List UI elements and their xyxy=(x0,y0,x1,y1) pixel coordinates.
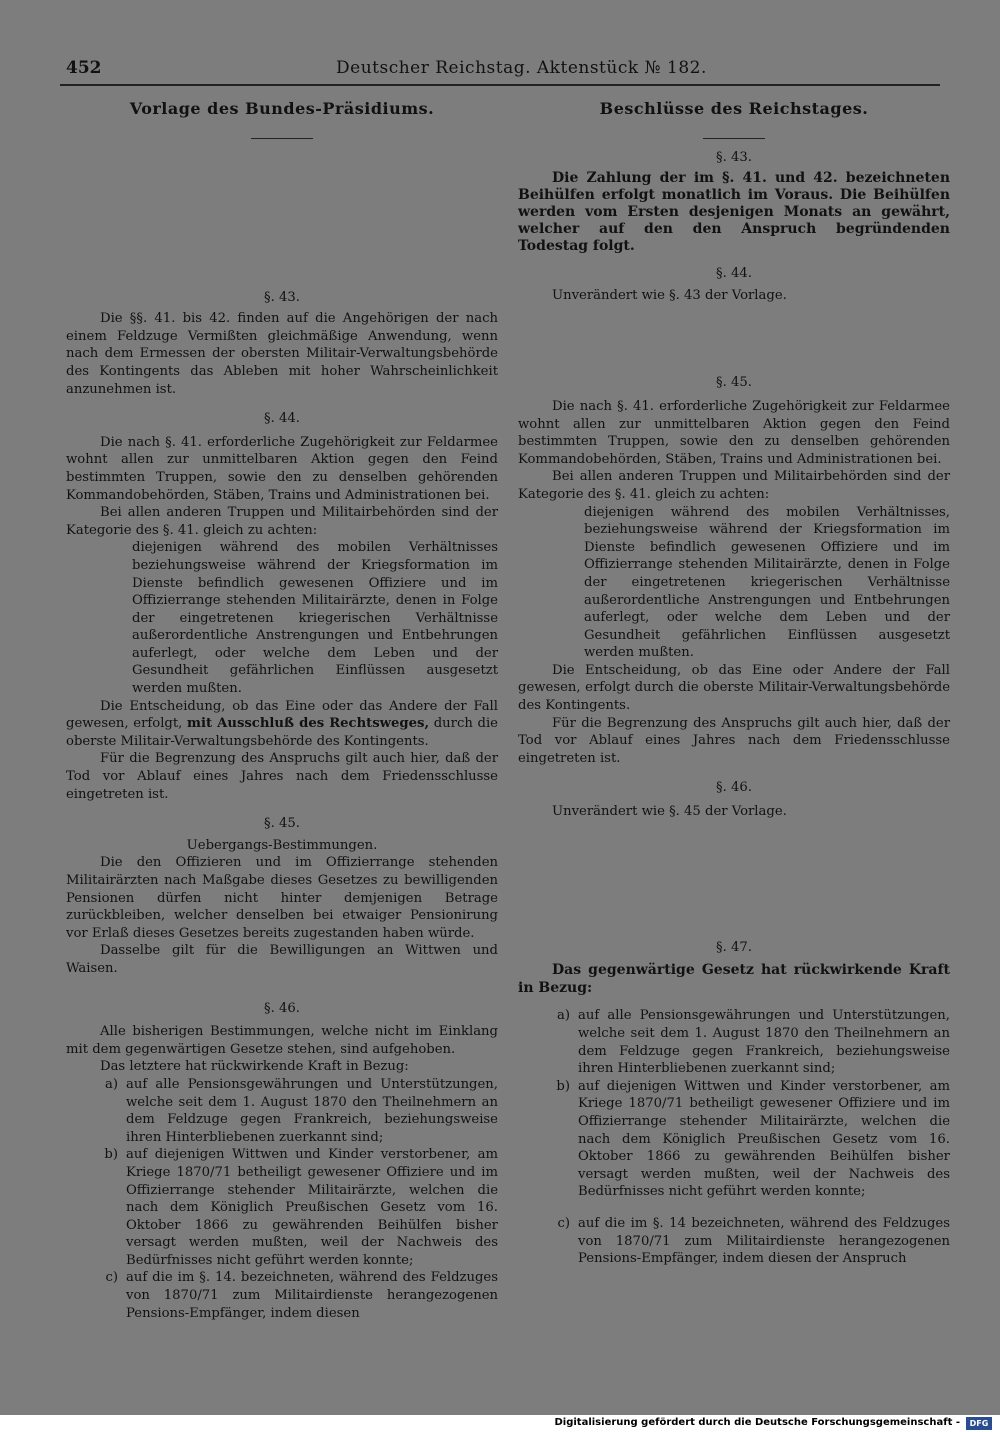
section-label: §. 46. xyxy=(716,780,752,796)
header-rule xyxy=(60,84,940,86)
paragraph: Alle bisherigen Bestimmungen, welche nicht im Einklang mit dem gegenwärtigen Gesetze stehen, sind aufgehoben. xyxy=(66,1024,498,1057)
list-marker: b) xyxy=(104,1147,118,1163)
paragraph: Das gegenwärtige Gesetz hat rückwirkende Kraft in Bezug: xyxy=(518,962,950,996)
section-subtitle: Uebergangs-Bestimmungen. xyxy=(186,837,378,853)
page-number: 452 xyxy=(66,58,102,78)
list-marker: c) xyxy=(105,1270,118,1286)
section-label: §. 44. xyxy=(264,411,300,427)
left-column xyxy=(66,100,498,1322)
paragraph: Die Entscheidung, ob das Eine oder Andere der Fall gewesen, erfolgt durch die oberste Militair-Verwaltungsbehörde des Kontingents. xyxy=(518,662,950,714)
paragraph: Für die Begrenzung des Anspruchs gilt auch hier, daß der Tod vor Ablauf eines Jahres nach dem Friedensschlusse eingetreten ist. xyxy=(518,715,950,766)
right-column-heading: Beschlüsse des Reichstages. xyxy=(599,99,869,118)
section-label: §. 43. xyxy=(716,149,752,165)
paragraph: Bei allen anderen Truppen und Militairbehörden sind der Kategorie des §. 41. gleich zu achten: xyxy=(518,469,950,502)
list-item xyxy=(518,1078,950,1201)
page-header xyxy=(66,58,936,84)
list-item xyxy=(66,1269,498,1322)
section-label: §. 45. xyxy=(716,375,752,391)
section-label: §. 44. xyxy=(716,266,752,282)
paragraph: diejenigen während des mobilen Verhältnisses, beziehungsweise während der Kriegsformation im Dienste befindlich gewesenen Offiziere und im Offizierrange stehenden Militairärzte, denen in Folge der eingetretenen kriegerischen Verhältnisse außerordentliche Anstrengungen und Entbehrungen auferlegt, oder welche dem Leben und der Gesundheit gefährlichen Einflüssen ausgesetzt werden mußten. xyxy=(584,504,950,661)
list-marker: c) xyxy=(557,1215,570,1231)
paragraph: Für die Begrenzung des Anspruchs gilt auch hier, daß der Tod vor Ablauf eines Jahres nach dem Friedensschlusse eingetreten ist. xyxy=(66,751,498,802)
list-marker: a) xyxy=(556,1008,570,1024)
digitization-footer xyxy=(0,1415,1000,1432)
footer-credit: Digitalisierung gefördert durch die Deutsche Forschungsgemeinschaft - xyxy=(554,1417,960,1428)
paragraph xyxy=(66,698,498,751)
paragraph: Dasselbe gilt für die Bewilligungen an Wittwen und Waisen. xyxy=(66,943,498,976)
right-column xyxy=(518,100,950,1268)
list-item-text: auf alle Pensionsgewährungen und Unterstützungen, welche seit dem 1. August 1870 den Theilnehmern an dem Feldzuge gegen Frankreich, beziehungsweise ihren Hinterbliebenen zuerkannt sind; xyxy=(578,1008,950,1077)
paragraph: diejenigen während des mobilen Verhältnisses beziehungsweise während der Kriegsformation im Dienste befindlich gewesenen Offiziere und im Offizierrange stehenden Militairärzte, denen in Folge der eingetretenen kriegerischen Verhältnisse außerordentliche Anstrengungen und Entbehrungen auferlegt, oder welche dem Leben und der Gesundheit gefährlichen Einflüssen ausgesetzt werden mußten. xyxy=(132,540,498,697)
list-item xyxy=(518,1007,950,1077)
section-label: §. 45. xyxy=(264,816,300,832)
paragraph: Die den Offizieren und im Offizierrange stehenden Militairärzten nach Maßgabe dieses Gesetzes zu bewilligenden Pensionen dürfen nicht hinter demjenigen Betrage zurückbleiben, welcher denselben bei etwaiger Pensionirung vor Erlaß dieses Gesetzes bereits zugestanden haben würde. xyxy=(66,855,498,941)
list-item xyxy=(518,1215,950,1268)
text-run: Die Entscheidung, ob das Eine oder das Andere der Fall gewesen, erfolgt, xyxy=(66,698,498,732)
paragraph: Die nach §. 41. erforderliche Zugehörigkeit zur Feldarmee wohnt allen zur unmittelbaren Aktion gegen den Feind bestimmten Truppen, sowie den zu denselben gehörenden Kommandobehörden, Stäben, Trains und Administrationen bei. xyxy=(66,434,498,503)
page-running-title: Deutscher Reichstag. Aktenstück № 182. xyxy=(336,58,707,78)
paragraph: Bei allen anderen Truppen und Militairbehörden sind der Kategorie des §. 41. gleich zu achten: xyxy=(66,505,498,538)
list-item-text: auf die im §. 14 bezeichneten, während des Feldzuges von 1870/71 zum Militairdienste herangezogenen Pensions-Empfänger, indem diesen der Anspruch xyxy=(578,1215,950,1267)
paragraph: Die §§. 41. bis 42. finden auf die Angehörigen der nach einem Feldzuge Vermißten gleichmäßige Anwendung, wenn nach dem Ermessen der obersten Militair-Verwaltungsbehörde des Kontingents das Ableben mit hoher Wahrscheinlichkeit anzunehmen ist. xyxy=(66,311,498,397)
paragraph: Unverändert wie §. 45 der Vorlage. xyxy=(552,804,787,820)
list-item-text: auf diejenigen Wittwen und Kinder verstorbener, am Kriege 1870/71 betheiligt gewesener Offiziere und im Offizierrange stehender Militairärzte, welchen die nach dem Königlich Preußischen Gesetz vom 16. Oktober 1866 zu gewährenden Beihülfen bisher versagt werden mußten, weil der Nachweis des Bedürfnisses nicht geführt werden konnte; xyxy=(126,1147,498,1268)
list-marker: b) xyxy=(556,1078,570,1094)
list-item xyxy=(66,1076,498,1146)
paragraph: Die Zahlung der im §. 41. und 42. bezeichneten Beihülfen erfolgt monatlich im Voraus. Die Beihülfen werden vom Ersten desjenigen Monats an gewährt, welcher auf den den Anspruch begründenden Todestag folgt. xyxy=(518,170,950,255)
dfg-logo: DFG xyxy=(966,1417,992,1430)
paragraph: Unverändert wie §. 43 der Vorlage. xyxy=(552,287,787,303)
list-item xyxy=(66,1146,498,1269)
text-run: durch die oberste Militair-Verwaltungsbehörde des Kontingents. xyxy=(66,716,498,749)
paragraph: Die nach §. 41. erforderliche Zugehörigkeit zur Feldarmee wohnt allen zur unmittelbaren Aktion gegen den Feind bestimmten Truppen, sowie den zu denselben gehörenden Kommandobehörden, Stäben, Trains und Administrationen bei. xyxy=(518,398,950,467)
left-column-heading: Vorlage des Bundes-Präsidiums. xyxy=(129,99,435,118)
list-item-text: auf diejenigen Wittwen und Kinder verstorbener, am Kriege 1870/71 betheiligt gewesener Offiziere und im Offizierrange stehender Militairärzte, welchen die nach dem Königlich Preußischen Gesetz vom 16. Oktober 1866 zu gewährenden Beihülfen bisher versagt werden mußten, weil der Nachweis des Bedürfnisses nicht geführt werden konnte; xyxy=(578,1078,950,1200)
list-item-text: auf alle Pensionsgewährungen und Unterstützungen, welche seit dem 1. August 1870 den Theilnehmern an dem Feldzuge gegen Frankreich, beziehungsweise ihren Hinterbliebenen zuerkannt sind; xyxy=(126,1076,498,1145)
list-marker: a) xyxy=(104,1076,118,1092)
paragraph: Das letztere hat rückwirkende Kraft in Bezug: xyxy=(100,1059,409,1075)
section-label: §. 43. xyxy=(264,289,300,305)
emphasized-text: mit Ausschluß des Rechtsweges, xyxy=(187,716,430,732)
list-item-text: auf die im §. 14. bezeichneten, während des Feldzuges von 1870/71 zum Militairdienste herangezogenen Pensions-Empfänger, indem diesen xyxy=(126,1270,498,1321)
section-label: §. 47. xyxy=(716,939,752,955)
section-label: §. 46. xyxy=(264,1000,300,1016)
